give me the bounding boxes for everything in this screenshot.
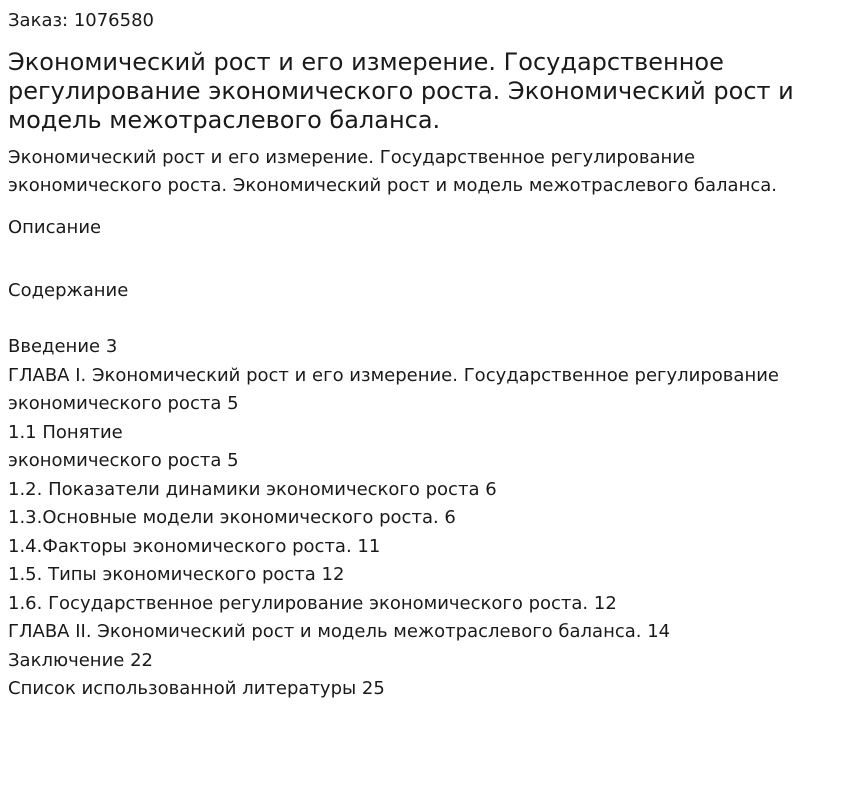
contents-heading: Содержание [8,280,129,301]
toc-item-1-1-continued: экономического роста 5 [8,450,239,471]
order-number: Заказ: 1076580 [8,10,154,31]
toc-item-1-1: 1.1 Понятие [8,421,123,443]
toc-item-chapter-2: ГЛАВА II. Экономический рост и модель межотраслевого баланса. 14 [8,621,671,642]
toc-item-bibliography: Список использованной литературы 25 [8,678,385,699]
toc-item-1-3: 1.3.Основные модели экономического роста. 6 [8,507,456,528]
page-title: Экономический рост и его измерение. Государственное регулирование экономического роста. Экономический рост и модель межотраслевого баланса. [8,48,794,134]
toc-item-conclusion: Заключение 22 [8,649,153,671]
toc-item-chapter-1: ГЛАВА I. Экономический рост и его измерение. Государственное регулирование экономического роста 5 [8,364,779,414]
toc-item-1-4: 1.4.Факторы экономического роста. 11 [8,535,381,557]
table-of-contents [8,333,838,704]
toc-item-introduction: Введение 3 [8,336,118,357]
toc-item-1-6: 1.6. Государственное регулирование экономического роста. 12 [8,592,617,614]
toc-item-1-2: 1.2. Показатели динамики экономического роста 6 [8,478,497,500]
description-heading: Описание [8,217,102,238]
toc-item-1-5: 1.5. Типы экономического роста 12 [8,564,345,585]
page-subtitle: Экономический рост и его измерение. Государственное регулирование экономического роста. Экономический рост и модель межотраслевого баланса. [8,147,778,196]
